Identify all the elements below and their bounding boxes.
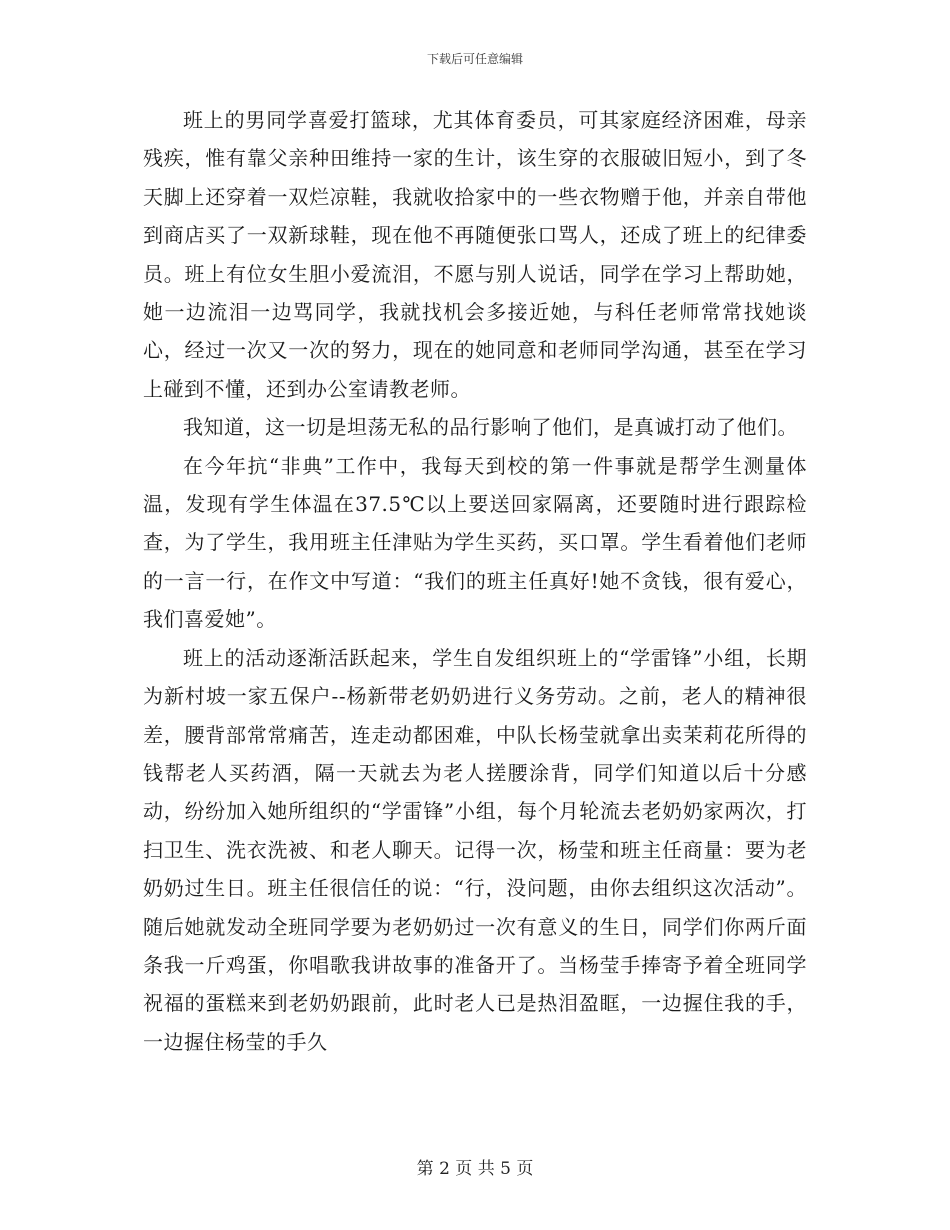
paragraph-sincerity: 我知道，这一切是坦荡无私的品行影响了他们，是真诚打动了他们。 — [183, 415, 798, 440]
paragraph-sars: 在今年抗“非典”工作中，我每天到校的第一件事就是帮学生测量体温，发现有学生体温在37.5℃以上要送回家隔离，还要随时进行跟踪检查，为了学生，我用班主任津贴为学生买药，买口罩。学生看着他们老师的一言一行，在作文中写道：“我们的班主任真好!她不贪钱，很有爱心，我们喜爱她”。 — [143, 453, 807, 632]
paragraph-classmates: 班上的男同学喜爱打篮球，尤其体育委员，可其家庭经济困难，母亲残疾，惟有靠父亲种田维持一家的生计，该生穿的衣服破旧短小，到了冬天脚上还穿着一双烂凉鞋，我就收拾家中的一些衣物赠于他，并亲自带他到商店买了一双新球鞋，现在他不再随便张口骂人，还成了班上的纪律委员。班上有位女生胆小爱流泪，不愿与别人说话，同学在学习上帮助她，她一边流泪一边骂同学，我就找机会多接近她，与科任老师常常找她谈心，经过一次又一次的努力，现在的她同意和老师同学沟通，甚至在学习上碰到不懂，还到办公室请教老师。 — [143, 108, 807, 401]
paragraph-activities: 班上的活动逐渐活跃起来，学生自发组织班上的“学雷锋”小组，长期为新村坡一家五保户--杨新带老奶奶进行义务劳动。之前，老人的精神很差，腰背部常常痛苦，连走动都困难，中队长杨莹就拿出卖茉莉花所得的钱帮老人买药酒，隔一天就去为老人搓腰涂背，同学们知道以后十分感动，纷纷加入她所组织的“学雷锋”小组，每个月轮流去老奶奶家两次，打扫卫生、洗衣洗被、和老人聊天。记得一次，杨莹和班主任商量：要为老奶奶过生日。班主任很信任的说：“行，没问题，由你去组织这次活动”。随后她就发动全班同学要为老奶奶过一次有意义的生日，同学们你两斤面条我一斤鸡蛋，你唱歌我讲故事的准备开了。当杨莹手捧寄予着全班同学祝福的蛋糕来到老奶奶跟前，此时老人已是热泪盈眶，一边握住我的手，一边握住杨莹的手久 — [143, 645, 807, 1054]
document-body — [143, 101, 807, 1061]
page-number-footer: 第 2 页 共 5 页 — [416, 1159, 534, 1179]
page-header: 下载后可任意编辑 — [426, 52, 523, 66]
